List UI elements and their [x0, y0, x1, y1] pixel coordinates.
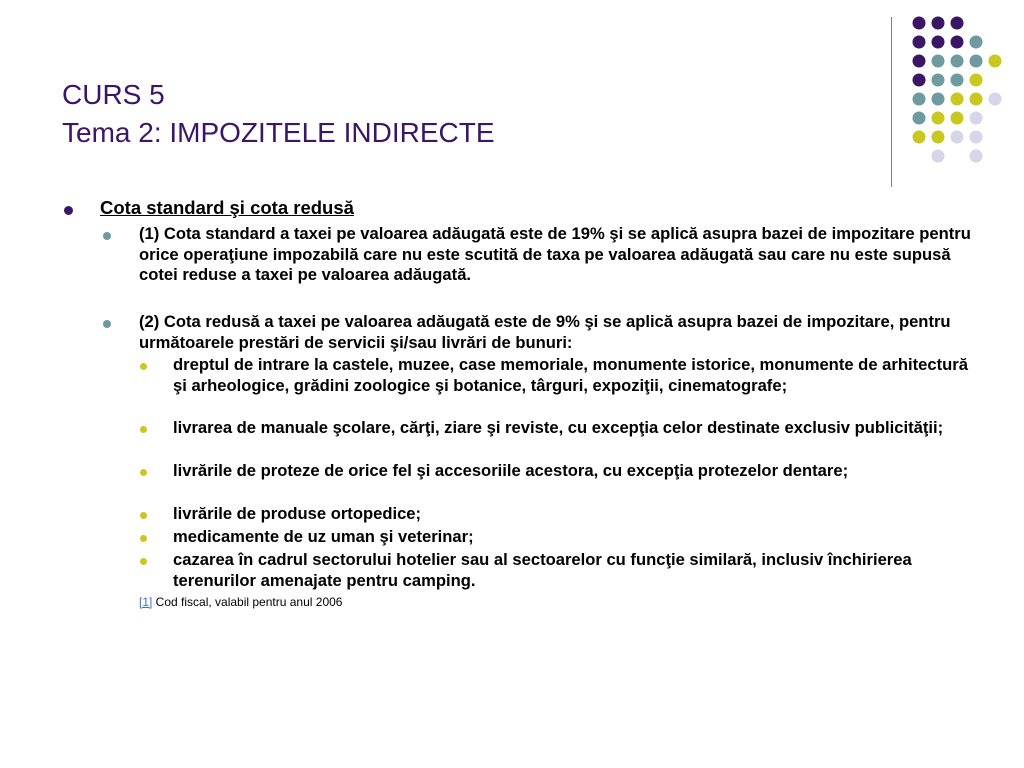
- bullet-level2: [103, 232, 111, 240]
- decor-dot: [951, 55, 964, 68]
- decor-dot: [951, 17, 964, 30]
- decor-dot: [970, 74, 983, 87]
- decor-dot: [932, 93, 945, 106]
- bullet-level3: [140, 512, 147, 519]
- section-heading: Cota standard şi cota redusă: [100, 197, 354, 218]
- footnote-ref-link[interactable]: [1]: [139, 595, 153, 609]
- slide-title: [62, 76, 495, 152]
- decor-dot: [989, 93, 1002, 106]
- decor-dot: [932, 112, 945, 125]
- decor-dot: [970, 55, 983, 68]
- decor-dot: [970, 93, 983, 106]
- decor-dot: [913, 55, 926, 68]
- decor-dot: [932, 17, 945, 30]
- decor-dot: [913, 112, 926, 125]
- decor-dot: [932, 55, 945, 68]
- decor-dot: [970, 36, 983, 49]
- bullet-level3: [140, 469, 147, 476]
- decor-dot: [970, 112, 983, 125]
- decor-dot: [970, 150, 983, 163]
- decor-dot: [913, 93, 926, 106]
- decor-dot: [951, 131, 964, 144]
- point-reduced-rate: (2) Cota redusă a taxei pe valoarea adăugată este de 9% şi se aplică asupra bazei de impozitare, pentru următoarele prestări de servicii şi/sau livrări de bunuri:: [139, 312, 951, 352]
- point-standard-rate: (1) Cota standard a taxei pe valoarea adăugată este de 19% şi se aplică asupra bazei de impozitare pentru orice operaţiune impozabilă care nu este scutită de taxa pe valoarea adăugată sau care nu este supusă cotei reduse a taxei pe valoarea adăugată.: [139, 224, 971, 284]
- subpoint-item: cazarea în cadrul sectorului hotelier sau al sectoarelor cu funcţie similară, inclusiv închirierea terenurilor amenajate pentru camping.: [173, 550, 912, 590]
- slide-title-line2: Tema 2: IMPOZITELE INDIRECTE: [62, 117, 495, 148]
- subpoint-item: livrările de proteze de orice fel şi accesoriile acestora, cu excepţia protezelor dentare;: [173, 461, 849, 480]
- decor-dot: [913, 131, 926, 144]
- footnote: [139, 595, 342, 609]
- title-divider-line: [891, 17, 892, 187]
- decor-dot: [932, 36, 945, 49]
- slide-title-line1: CURS 5: [62, 79, 165, 110]
- bullet-level3: [140, 426, 147, 433]
- decor-dot: [932, 74, 945, 87]
- subpoint-item: dreptul de intrare la castele, muzee, case memoriale, monumente istorice, monumente de arhitectură şi arheologice, grădini zoologice şi botanice, târguri, expoziţii, cinematografe;: [173, 355, 968, 395]
- bullet-level3: [140, 363, 147, 370]
- bullet-level3: [140, 558, 147, 565]
- decor-dot: [951, 74, 964, 87]
- decor-dot: [913, 36, 926, 49]
- decor-dot: [913, 17, 926, 30]
- decor-dot: [913, 74, 926, 87]
- footnote-text: Cod fiscal, valabil pentru anul 2006: [152, 595, 343, 609]
- bullet-level1: [64, 206, 73, 215]
- decor-dot: [932, 150, 945, 163]
- subpoint-item: medicamente de uz uman şi veterinar;: [173, 527, 474, 546]
- decor-dot: [989, 55, 1002, 68]
- decor-dot: [970, 131, 983, 144]
- subpoint-item: livrarea de manuale şcolare, cărţi, ziare şi reviste, cu excepţia celor destinate exclusiv publicităţii;: [173, 418, 944, 437]
- decor-dot: [951, 112, 964, 125]
- decor-dot: [951, 93, 964, 106]
- decor-dot: [932, 131, 945, 144]
- decor-dot: [951, 36, 964, 49]
- bullet-level2: [103, 320, 111, 328]
- bullet-level3: [140, 535, 147, 542]
- subpoint-item: livrările de produse ortopedice;: [173, 504, 422, 523]
